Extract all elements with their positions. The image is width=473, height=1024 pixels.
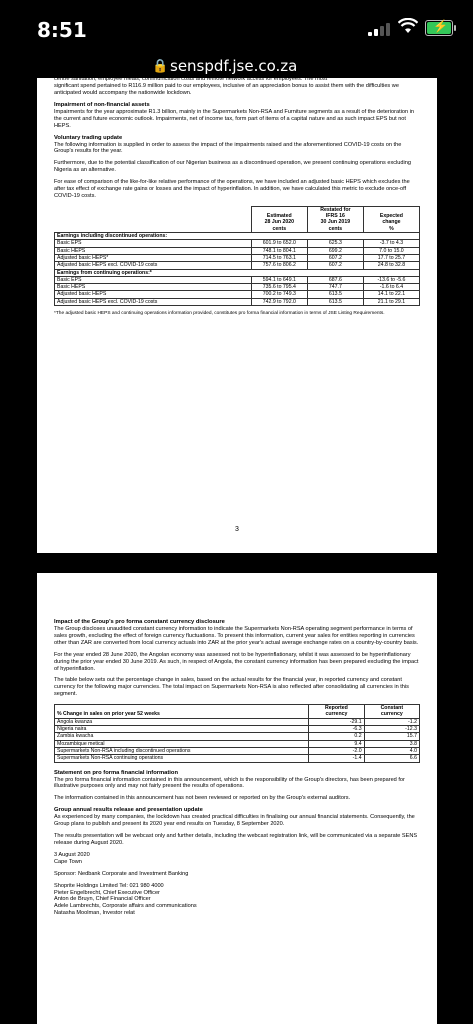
cellular-signal-icon — [368, 22, 398, 36]
table-intro-paragraph: The table below sets out the percentage change in sales, based on the actual results for the financial year, in reported currency and constant currency for the following major currencies. The total impact on Supermarkets Non-RSA is also reflected after consolidating all currencies in this segment. — [54, 677, 409, 698]
clock: 8:51 — [37, 18, 87, 42]
table-row: Adjusted basic HEPS 700.2 to 749.3 613.5 14.1 to 22.1 — [55, 291, 420, 298]
table-row: Basic HEPS 735.6 to 795.4 747.7 -1.6 to 6.4 — [55, 284, 420, 291]
webcast-paragraph: The results presentation will be webcast only and further details, including the webcast registration link, will be communicated via a separate SENS release during August 2020. — [54, 833, 418, 846]
release-paragraph: As experienced by many companies, the lockdown has created practical difficulties in finalising our annual financial statements. Consequently, the Group plans to publish and present its 2020 year end results on Tuesday, 8 September 2020. — [54, 814, 415, 828]
impairment-paragraph: Impairments for the year approximate R1.3 billion, mainly in the Supermarkets Non-RSA and Furniture segments as a result of the deterioration in the current and future economic outlook. Impairments, net of income tax, form part of items of a capital nature and as such impact EPS but not HEPS. — [54, 108, 415, 129]
contacts-block — [54, 883, 420, 918]
statement-paragraph: The pro forma financial information contained in this announcement, which is the responsibility of the Group's directors, has been prepared for illustrative purposes only and may not fairly present the results of operations. — [54, 776, 405, 790]
table-row: Zambia kwacha 0.2 15.7 — [55, 733, 420, 740]
expected-change-col-header: Expected change % — [363, 206, 419, 232]
sponsor-line: Sponsor: Nedbank Corporate and Investment Banking — [54, 870, 189, 877]
table-footnote: *The adjusted basic HEPS and continuing operations information provided, constitutes pro forma financial information in terms of JSE Listing Requirements. — [54, 311, 385, 317]
url-text[interactable]: senspdf.jse.co.za — [170, 57, 298, 75]
comparison-paragraph: For ease of comparison of the like-for-like relative performance of the operations, we have included an adjusted basic HEPS which excludes the after tax effect of exchange rate gains or losses and the impact of hyperinflation. In addition, we have calculated this metric to exclude once-off COVID-19 costs. — [54, 179, 410, 199]
contact-line: Pieter Engelbrecht, Chief Executive Officer — [54, 889, 160, 896]
table-row: Mozambique metical 9.4 3.8 — [55, 740, 420, 747]
table-row: Angola kwanza -29.1 -1.2 — [55, 718, 420, 725]
address-bar[interactable] — [0, 56, 473, 78]
currency-table-label-header: % Change in sales on prior year 52 weeks — [55, 705, 309, 719]
table-row: Basic EPS 594.1 to 649.1 687.6 -13.6 to -5.6 — [55, 276, 420, 283]
pdf-page-4 — [37, 573, 437, 1024]
group-heading: Earnings from continuing operations:* — [55, 269, 420, 276]
estimated-col-header: Estimated 28 Jun 2020 cents — [251, 206, 307, 232]
table-row: Basic EPS 601.9 to 652.0 625.3 -3.7 to 4.3 — [55, 240, 420, 247]
status-bar — [0, 0, 473, 56]
cut-off-text-line: centre sanitation, employee meals, communication costs and remote network access for employees. The most — [54, 76, 328, 81]
statement-heading: Statement on pro forma financial information — [54, 769, 178, 776]
review-paragraph: The information contained in this announcement has not been reviewed or reported on by the Group's external auditors. — [54, 795, 351, 802]
place-line: Cape Town — [54, 858, 82, 865]
date-line: 3 August 2020 — [54, 851, 90, 858]
impact-paragraph: The Group discloses unaudited constant currency information to indicate the Supermarkets Non-RSA operating segment performance in terms of sales growth, excluding the effect of foreign currency fluctuations. To present this information, current year sales for entities reporting in currencies other than ZAR are converted from local currency actuals into ZAR at the prior year's actual average exchange rates on a country-by-country basis. — [54, 626, 419, 646]
reported-currency-header: Reported currency — [309, 705, 364, 719]
table-row: Adjusted basic HEPS excl. COVID-19 costs 742.9 to 792.0 613.5 21.1 to 29.1 — [55, 298, 420, 305]
restated-col-header: Restated for IFRS 16 30 Jun 2019 cents — [307, 206, 363, 232]
release-heading: Group annual results release and presentation update — [54, 807, 203, 814]
voluntary-heading: Voluntary trading update — [54, 134, 123, 141]
constant-currency-header: Constant currency — [364, 705, 419, 719]
nigeria-paragraph: Furthermore, due to the potential classification of our Nigerian business as a discontinued operation, we present continuing operations excluding Nigeria as an alternative. — [54, 160, 411, 174]
contact-line: Adele Lambrechts, Corporate affairs and communications — [54, 903, 197, 910]
table-row: Basic HEPS 748.1 to 804.1 699.2 7.0 to 15.0 — [55, 247, 420, 254]
impact-heading: Impact of the Group's pro forma constant currency disclosure — [54, 619, 225, 625]
table-row: Nigeria naira -6.3 -12.3 — [55, 726, 420, 733]
pdf-page-3 — [37, 78, 437, 553]
page-number: 3 — [235, 526, 239, 533]
intro-paragraph: significant spend pertained to R116.9 million paid to our employees, inclusive of an appreciation bonus to assist them with the difficulties we anticipated would accompany the nationwide lockdown. — [54, 83, 399, 96]
impairment-heading: Impairment of non-financial assets — [54, 101, 150, 108]
table-row: Adjusted basic HEPS* 714.5 to 763.1 607.2 17.7 to 25.7 — [55, 254, 420, 261]
table-row: Supermarkets Non-RSA including discontinued operations -2.0 4.0 — [55, 747, 420, 754]
contact-line: Shoprite Holdings Limited Tel: 021 980 4000 — [54, 882, 164, 889]
contact-line: Natasha Moolman, Investor relat — [54, 910, 135, 917]
battery-icon: ⚡ — [425, 20, 453, 36]
table-row: Supermarkets Non-RSA continuing operations -1.4 6.6 — [55, 755, 420, 762]
wifi-icon — [398, 18, 418, 34]
currency-table — [54, 704, 420, 762]
earnings-table — [54, 206, 420, 306]
angola-paragraph: For the year ended 28 June 2020, the Angolan economy was assessed not to be hyperinflationary, whilst it was assessed to be hyperinflationary during the prior year ended 30 June 2019. As such, in respect of Angola, the constant currency information has been prepared excluding the impact of hyperinflation. — [54, 651, 419, 672]
table-row: Adjusted basic HEPS excl. COVID-19 costs 757.6 to 806.2 607.2 24.8 to 32.8 — [55, 262, 420, 269]
lock-icon: 🔒 — [152, 58, 169, 73]
voluntary-paragraph: The following information is supplied in order to assess the impact of the impairments raised and the aforementioned COVID-19 costs on the Group's results for the year. — [54, 141, 402, 155]
contact-line: Anton de Bruyn, Chief Financial Officer — [54, 896, 151, 903]
group-heading: Earnings including discontinued operations: — [55, 233, 420, 240]
